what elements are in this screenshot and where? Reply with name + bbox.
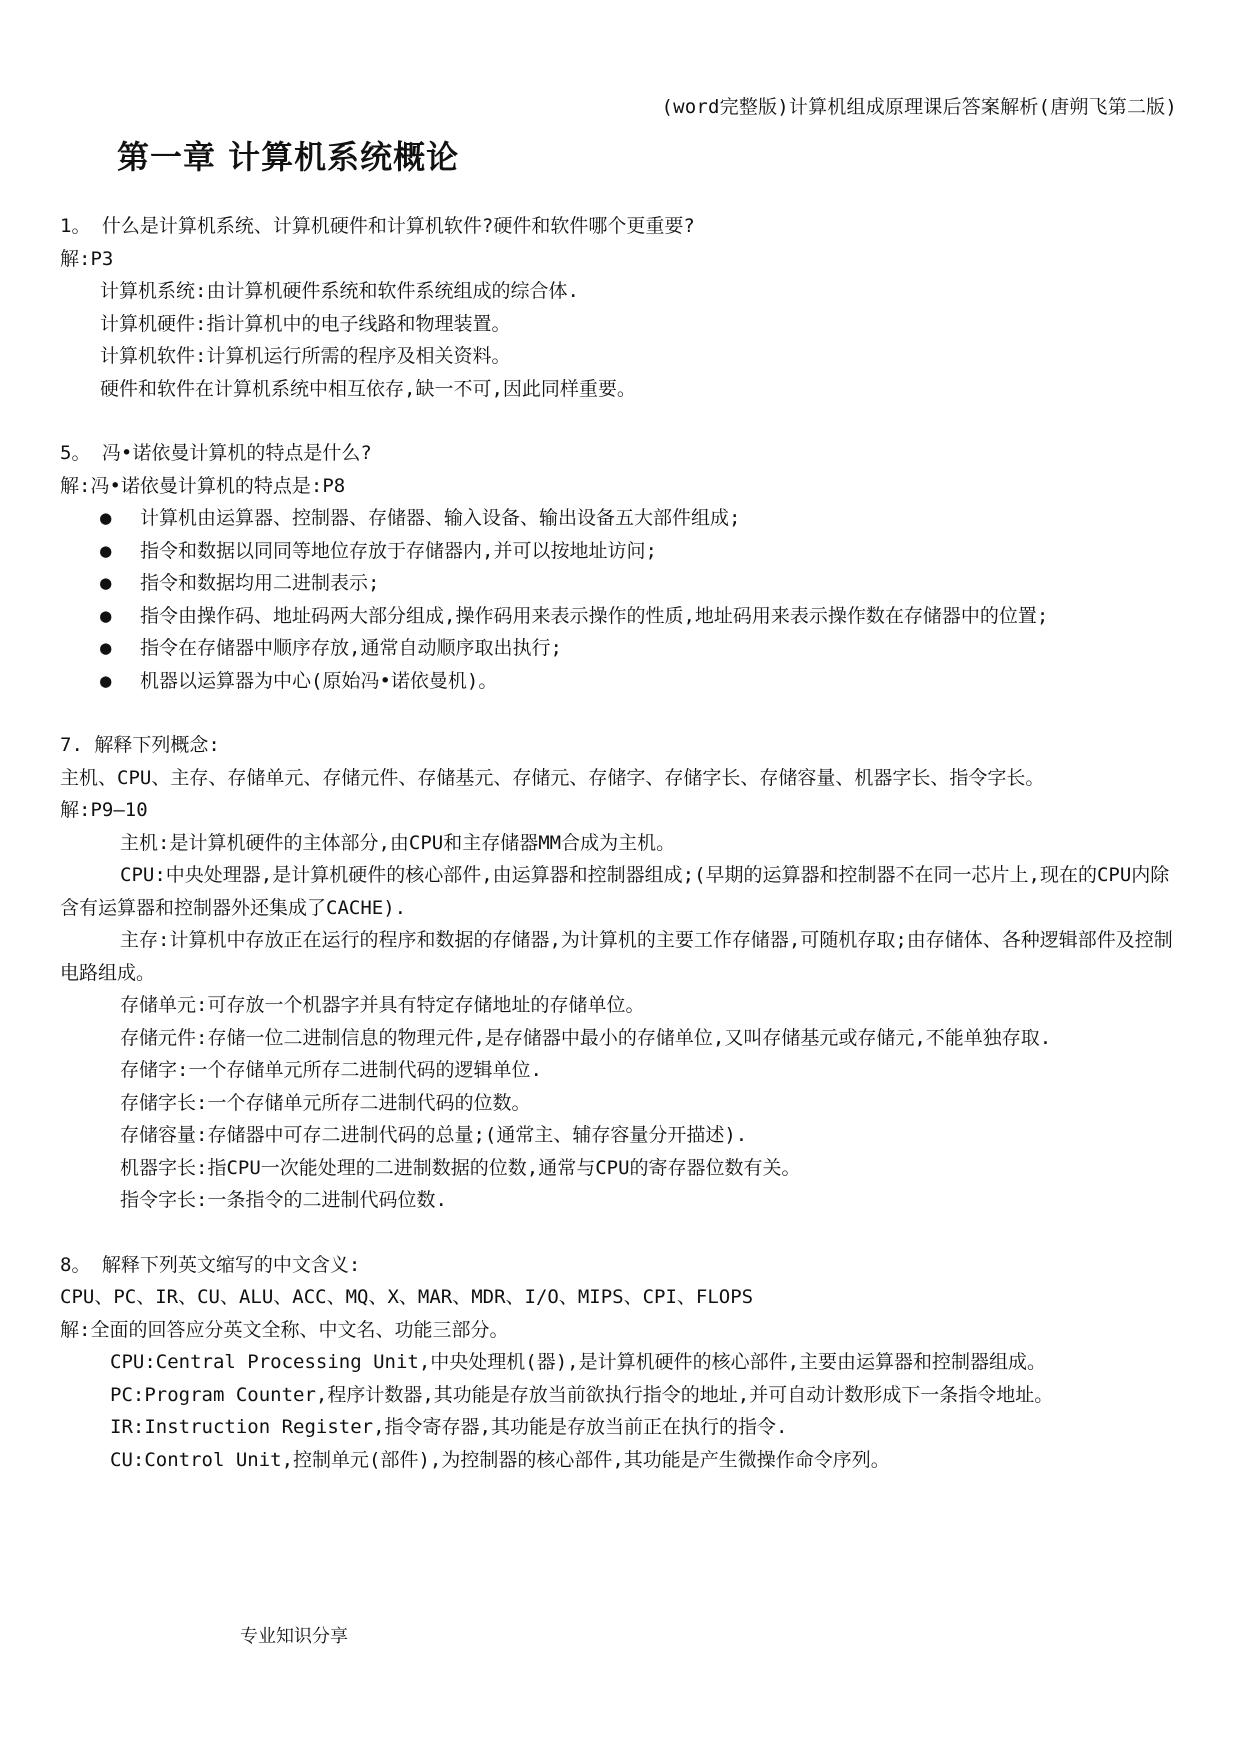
definition: 指令字长:一条指令的二进制代码位数. [120,1189,447,1211]
answer-line: 计算机软件:计算机运行所需的程序及相关资料。 [100,345,511,367]
question-7-section [60,729,1180,1217]
answer-8-intro: 解:全面的回答应分英文全称、中文名、功能三部分。 [60,1318,509,1341]
chapter-title: 第一章 计算机系统概论 [117,138,460,176]
list-item: ● 指令和数据以同同等地位存放于存储器内,并可以按地址访问; [60,535,1180,568]
definition: IR:Instruction Register,指令寄存器,其功能是存放当前正在执行的指令. [110,1416,788,1438]
list-item: ● 机器以运算器为中心(原始冯•诺依曼机)。 [60,665,1180,698]
definition: 主机:是计算机硬件的主体部分,由CPU和主存储器MM合成为主机。 [120,831,676,854]
list-item: ● 计算机由运算器、控制器、存储器、输入设备、输出设备五大部件组成; [60,502,1180,535]
definition: PC:Program Counter,程序计数器,其功能是存放当前欲执行指令的地址,并可自动计数形成下一条指令地址。 [110,1383,1054,1406]
definition: CU:Control Unit,控制单元(部件),为控制器的核心部件,其功能是产生微操作命令序列。 [110,1448,890,1471]
document-header: (word完整版)计算机组成原理课后答案解析(唐朔飞第二版) [661,96,1177,118]
list-item: ● 指令和数据均用二进制表示; [60,567,1180,600]
definition: 存储容量:存储器中可存二进制代码的总量;(通常主、辅存容量分开描述). [120,1124,748,1146]
answer-line: 计算机系统:由计算机硬件系统和软件系统组成的综合体. [100,280,579,302]
bullet-icon: ● [100,572,112,594]
definition: CPU:Central Processing Unit,中央处理机(器),是计算机硬件的核心部件,主要由运算器和控制器组成。 [110,1351,1047,1373]
list-item: ● 指令在存储器中顺序存放,通常自动顺序取出执行; [60,632,1180,665]
answer-line: 硬件和软件在计算机系统中相互依存,缺一不可,因此同样重要。 [100,377,636,400]
bullet-icon: ● [100,669,112,692]
bullet-icon: ● [100,604,112,627]
question-7-terms: 主机、CPU、主存、存储单元、存储元件、存储基元、存储元、存储字、存储字长、存储容量、机器字长、指令字长。 [60,766,1045,789]
bullet-icon: ● [100,507,112,529]
answer-1-intro: 解:P3 [60,247,114,270]
answer-line: 计算机硬件:指计算机中的电子线路和物理装置。 [100,312,511,335]
question-7: 7. 解释下列概念: [60,734,220,756]
definition: CPU:中央处理器,是计算机硬件的核心部件,由运算器和控制器组成;(早期的运算器和控制器不在同一芯片上,现在的CPU内除含有运算器和控制器外还集成了CACHE). [60,864,1170,919]
question-5: 5。 冯•诺依曼计算机的特点是什么? [60,442,372,464]
document-body [60,210,1180,1476]
question-1-section [60,210,1180,405]
bullet-icon: ● [100,637,112,659]
question-8-section [60,1249,1180,1477]
definition: 存储元件:存储一位二进制信息的物理元件,是存储器中最小的存储单位,又叫存储基元或存储元,不能单独存取. [120,1026,1052,1049]
page-footer: 专业知识分享 [240,1626,348,1647]
definition: 存储字:一个存储单元所存二进制代码的逻辑单位. [120,1059,542,1081]
answer-7-intro: 解:P9—10 [60,799,148,821]
question-8-terms: CPU、PC、IR、CU、ALU、ACC、MQ、X、MAR、MDR、I/O、MIPS、CPI、FLOPS [60,1286,754,1308]
answer-5-intro: 解:冯•诺依曼计算机的特点是:P8 [60,474,346,497]
question-8: 8。 解释下列英文缩写的中文含义: [60,1253,361,1276]
bullet-icon: ● [100,539,112,562]
definition: 主存:计算机中存放正在运行的程序和数据的存储器,为计算机的主要工作存储器,可随机存取;由存储体、各种逻辑部件及控制电路组成。 [60,929,1173,984]
list-item: ● 指令由操作码、地址码两大部分组成,操作码用来表示操作的性质,地址码用来表示操作数在存储器中的位置; [60,600,1180,633]
question-5-section [60,437,1180,697]
feature-list [60,502,1180,697]
definition: 机器字长:指CPU一次能处理的二进制数据的位数,通常与CPU的寄存器位数有关。 [120,1156,801,1179]
definition: 存储字长:一个存储单元所存二进制代码的位数。 [120,1091,531,1114]
definition: 存储单元:可存放一个机器字并具有特定存储地址的存储单位。 [120,994,645,1016]
question-1: 1。 什么是计算机系统、计算机硬件和计算机软件?硬件和软件哪个更重要? [60,215,695,237]
